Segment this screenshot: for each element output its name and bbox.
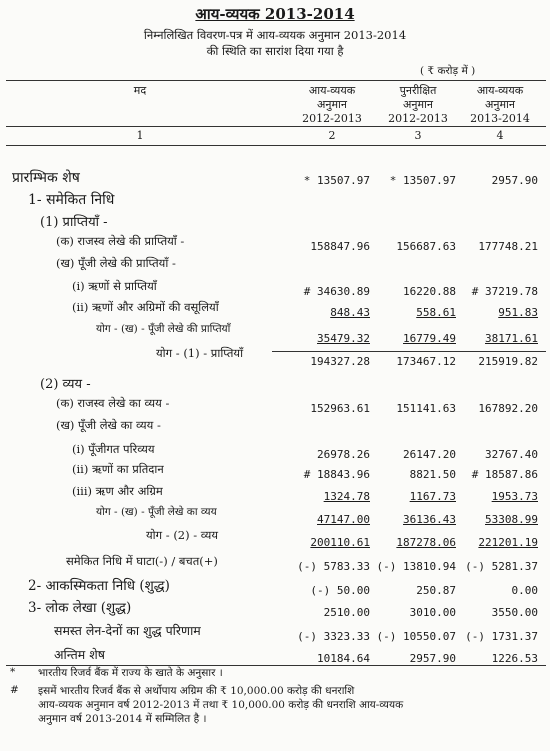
row-net-result-label: समस्त लेन-देनों का शुद्ध परिणाम — [54, 623, 201, 638]
row-opening-balance-col3: * 13507.97 — [389, 174, 456, 187]
row-public-account-label: 3- लोक लेखा (शुद्ध) — [28, 600, 132, 616]
row-loan-recoveries-col4: 951.83 — [498, 306, 538, 319]
row-receipts-total-col4: 215919.82 — [478, 355, 538, 368]
header-mid-rule — [6, 126, 546, 127]
row-expenditure-total-col3: 187278.06 — [396, 536, 456, 549]
row-loan-recoveries-label: (ii) ऋणों और अग्रिमों की वसूलियाँ — [72, 300, 219, 314]
row-loan-receipts-col4: # 37219.78 — [471, 285, 538, 298]
row-contingency-fund-label: 2- आकस्मिकता निधि (शुद्ध) — [28, 578, 170, 594]
row-loan-repayment-col4: # 18587.86 — [471, 468, 538, 481]
row-deficit-surplus-col3: (-) 13810.94 — [376, 560, 456, 573]
header-col-4 — [460, 84, 540, 126]
row-public-account-col3: 3010.00 — [409, 606, 456, 619]
column-number-2: 2 — [328, 129, 336, 142]
row-contingency-fund-col2: (-) 50.00 — [310, 584, 370, 597]
row-loans-advances-col3: 1167.73 — [409, 490, 456, 503]
row-capital-expenditure-total-col3: 36136.43 — [403, 513, 456, 526]
row-expenditure-total-col2: 200110.61 — [310, 536, 370, 549]
row-loan-repayment-col2: # 18843.96 — [303, 468, 370, 481]
header-col-4-line-2: अनुमान — [484, 98, 516, 111]
receipts-total-rule — [272, 351, 546, 352]
header-col-3-line-2: अनुमान — [402, 98, 434, 111]
footnote-star: भारतीय रिजर्व बैंक में राज्य के खाते के अनुसार । — [38, 667, 223, 679]
row-contingency-fund-col3: 250.87 — [416, 584, 456, 597]
header-bottom-rule — [6, 145, 546, 146]
row-loan-repayment-label: (ii) ऋणों का प्रतिदान — [72, 462, 164, 476]
column-number-4: 4 — [496, 129, 504, 142]
row-loans-advances-label: (iii) ऋण और अग्रिम — [72, 484, 163, 498]
row-revenue-receipts-label: (क) राजस्व लेखे की प्राप्तियाँ - — [56, 234, 185, 248]
subtitle-line-2: की स्थिति का सारांश दिया गया है — [206, 44, 344, 58]
footnote-hash-line-3: अनुमान वर्ष 2013-2014 में सम्मिलित है । — [38, 713, 207, 725]
row-capital-outlay-label: (i) पूँजीगत परिव्यय — [72, 442, 155, 456]
row-revenue-receipts-col4: 177748.21 — [478, 240, 538, 253]
row-opening-balance-label: प्रारम्भिक शेष — [12, 170, 80, 186]
row-revenue-receipts-col3: 156687.63 — [396, 240, 456, 253]
row-closing-balance-col4: 1226.53 — [491, 652, 538, 665]
row-receipts-label: (1) प्राप्तियाँ - — [40, 215, 108, 230]
row-loan-receipts-col3: 16220.88 — [403, 285, 456, 298]
row-receipts-total-label: योग - (1) - प्राप्तियाँ — [156, 346, 244, 360]
row-opening-balance-col2: * 13507.97 — [303, 174, 370, 187]
header-col-3-line-1: पुनरीक्षित — [399, 84, 437, 97]
row-deficit-surplus-col4: (-) 5281.37 — [465, 560, 538, 573]
row-expenditure-total-col4: 221201.19 — [478, 536, 538, 549]
row-capital-receipts-total-col3: 16779.49 — [403, 332, 456, 345]
row-capital-outlay-col4: 32767.40 — [485, 448, 538, 461]
header-col-3-line-3: 2012-2013 — [388, 112, 448, 125]
row-capital-expenditure-total-col4: 53308.99 — [485, 513, 538, 526]
row-consolidated-fund-label: 1- समेकित निधि — [28, 192, 115, 208]
header-col-2-line-2: अनुमान — [316, 98, 348, 111]
subtitle-line-1: निम्नलिखित विवरण-पत्र में आय-व्ययक अनुमान 2013-2014 — [143, 28, 407, 42]
row-deficit-surplus-col2: (-) 5783.33 — [297, 560, 370, 573]
row-capital-receipts-total-col4: 38171.61 — [485, 332, 538, 345]
row-net-result-col2: (-) 3323.33 — [297, 630, 370, 643]
header-item: मद — [133, 84, 147, 97]
row-expenditure-total-label: योग - (2) - व्यय — [146, 528, 219, 542]
row-capital-outlay-col3: 26147.20 — [403, 448, 456, 461]
row-capital-receipts-total-col2: 35479.32 — [317, 332, 370, 345]
row-receipts-total-col3: 173467.12 — [396, 355, 456, 368]
row-net-result-col4: (-) 1731.37 — [465, 630, 538, 643]
row-capital-outlay-col2: 26978.26 — [317, 448, 370, 461]
header-col-3 — [378, 84, 458, 126]
row-loan-recoveries-col2: 848.43 — [330, 306, 370, 319]
row-loan-receipts-label: (i) ऋणों से प्राप्तियाँ — [72, 279, 157, 293]
footnote-hash-line-1: इसमें भारतीय रिजर्व बैंक से अर्थोपाय अग्रिम की ₹ 10,000.00 करोड़ की धनराशि — [38, 685, 355, 697]
footnote-star-mark: * — [10, 666, 16, 678]
row-capital-receipts-label: (ख) पूँजी लेखे की प्राप्तियाँ - — [56, 256, 176, 270]
row-receipts-total-col2: 194327.28 — [310, 355, 370, 368]
header-col-4-line-1: आय-व्ययक — [476, 84, 524, 97]
row-closing-balance-col2: 10184.64 — [317, 652, 370, 665]
row-deficit-surplus-label: समेकित निधि में घाटा(-) / बचत(+) — [66, 554, 218, 568]
row-loan-receipts-col2: # 34630.89 — [303, 285, 370, 298]
row-revenue-expenditure-label: (क) राजस्व लेखे का व्यय - — [56, 396, 170, 410]
row-contingency-fund-col4: 0.00 — [511, 584, 538, 597]
row-capital-expenditure-total-col2: 47147.00 — [317, 513, 370, 526]
row-revenue-expenditure-col4: 167892.20 — [478, 402, 538, 415]
footnote-hash-line-2: आय-व्ययक अनुमान वर्ष 2012-2013 में तथा ₹ 10,000.00 करोड़ की धनराशि आय-व्ययक — [38, 699, 404, 711]
header-col-2-line-3: 2012-2013 — [302, 112, 362, 125]
row-capital-expenditure-label: (ख) पूँजी लेखे का व्यय - — [56, 418, 161, 432]
column-number-3: 3 — [414, 129, 422, 142]
row-loan-repayment-col3: 8821.50 — [409, 468, 456, 481]
row-closing-balance-col3: 2957.90 — [409, 652, 456, 665]
row-revenue-expenditure-col2: 152963.61 — [310, 402, 370, 415]
row-closing-balance-label: अन्तिम शेष — [54, 647, 105, 662]
row-expenditure-label: (2) व्यय - — [40, 377, 91, 392]
footnote-hash-mark: # — [10, 684, 19, 696]
header-col-2-line-1: आय-व्ययक — [308, 84, 356, 97]
row-public-account-col2: 2510.00 — [323, 606, 370, 619]
header-col-2 — [292, 84, 372, 126]
row-capital-expenditure-total-label: योग - (ख) - पूँजी लेखे का व्यय — [96, 506, 217, 518]
header-col-4-line-3: 2013-2014 — [470, 112, 530, 125]
row-loans-advances-col4: 1953.73 — [491, 490, 538, 503]
row-loans-advances-col2: 1324.78 — [323, 490, 370, 503]
row-net-result-col3: (-) 10550.07 — [376, 630, 456, 643]
column-number-1: 1 — [136, 129, 144, 142]
row-loan-recoveries-col3: 558.61 — [416, 306, 456, 319]
row-opening-balance-col4: 2957.90 — [491, 174, 538, 187]
row-revenue-receipts-col2: 158847.96 — [310, 240, 370, 253]
row-capital-receipts-total-label: योग - (ख) - पूँजी लेखे की प्राप्तियाँ — [96, 323, 231, 335]
row-public-account-col4: 3550.00 — [491, 606, 538, 619]
unit-label: ( ₹ करोड़ में ) — [420, 65, 476, 77]
header-top-rule — [6, 80, 546, 81]
row-revenue-expenditure-col3: 151141.63 — [396, 402, 456, 415]
page-title: आय-व्ययक 2013-2014 — [195, 5, 355, 23]
